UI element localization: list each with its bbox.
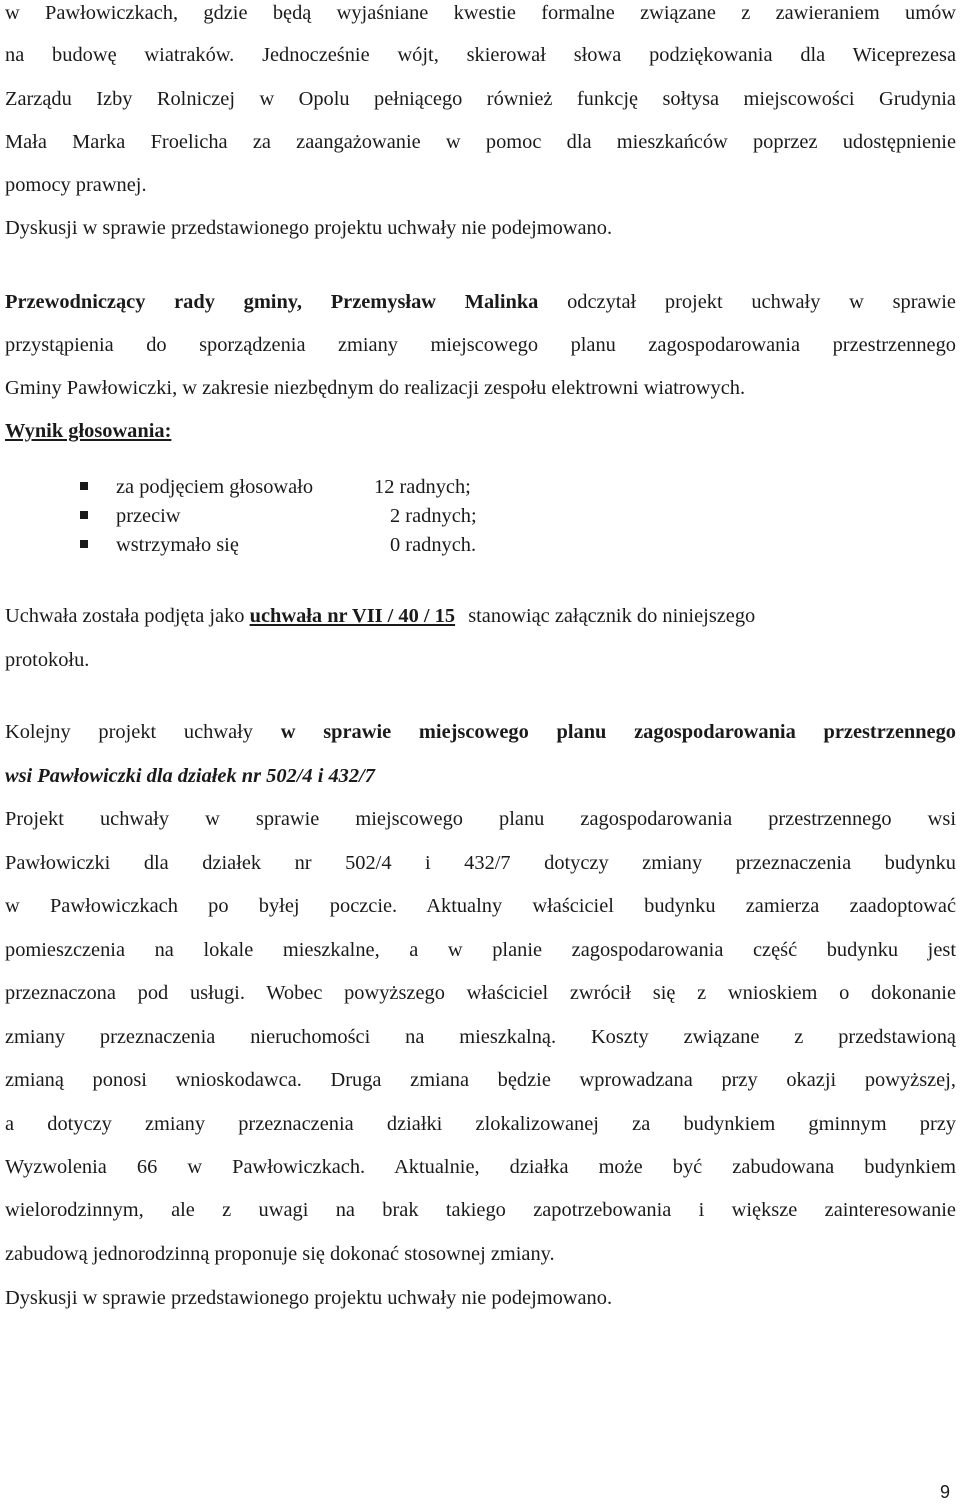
vote-value: 0 radnych. — [390, 534, 477, 556]
text-line: protokołu. — [5, 649, 90, 671]
resolution-number: uchwała nr VII / 40 / 15 — [249, 605, 456, 627]
text-fragment: Uchwała została podjęta jako — [5, 605, 245, 627]
text-line: przystąpienia do sporządzenia zmiany miejscowego planu zagospodarowania przestrzennego — [5, 334, 956, 356]
vote-label: za podjęciem głosowało — [116, 476, 314, 498]
text-line: Zarządu Izby Rolniczej w Opolu pełniącego również funkcję sołtysa miejscowości Grudynia — [5, 88, 956, 110]
text-fragment: Kolejny projekt uchwały — [5, 721, 254, 743]
text-line: Mała Marka Froelicha za zaangażowanie w pomoc dla mieszkańców poprzez udostępnienie — [5, 131, 956, 153]
text-line: na budowę wiatraków. Jednocześnie wójt, skierował słowa podziękowania dla Wiceprezesa — [5, 44, 956, 66]
vote-label: wstrzymało się — [116, 534, 239, 556]
square-bullet-icon — [80, 482, 88, 490]
text-line: Projekt uchwały w sprawie miejscowego planu zagospodarowania przestrzennego wsi — [5, 808, 956, 830]
text-line: Dyskusji w sprawie przedstawionego projektu uchwały nie podejmowano. — [5, 217, 613, 239]
text-line: Dyskusji w sprawie przedstawionego projektu uchwały nie podejmowano. — [5, 1287, 613, 1309]
speaker-name: Przemysław Malinka — [330, 291, 539, 313]
text-line: wielorodzinnym, ale z uwagi na brak takiego zapotrzebowania i większe zainteresowanie — [5, 1199, 956, 1221]
square-bullet-icon — [80, 511, 88, 519]
text-fragment: stanowiąc załącznik do niniejszego — [468, 605, 756, 627]
text-line: zmianą ponosi wnioskodawca. Druga zmiana będzie wprowadzana przy okazji powyższej, — [5, 1069, 956, 1091]
square-bullet-icon — [80, 540, 88, 548]
speaker-role: Przewodniczący rady gminy, — [5, 291, 302, 313]
text-line — [5, 603, 755, 629]
vote-label: przeciw — [116, 505, 181, 527]
text-line: pomocy prawnej. — [5, 174, 147, 196]
text-line: Pawłowiczki dla działek nr 502/4 i 432/7 dotyczy zmiany przeznaczenia budynku — [5, 852, 956, 874]
text-line: zmiany przeznaczenia nieruchomości na mieszkalną. Koszty związane z przedstawioną — [5, 1026, 956, 1048]
text-line: Wyzwolenia 66 w Pawłowiczkach. Aktualnie, działka może być zabudowana budynkiem — [5, 1156, 956, 1178]
text-fragment: odczytał projekt uchwały w sprawie — [567, 291, 956, 313]
text-line — [5, 719, 956, 745]
resolution-title: w sprawie miejscowego planu zagospodarowania przestrzennego — [280, 721, 956, 743]
text-line: w Pawłowiczkach po byłej poczcie. Aktualny właściciel budynku zamierza zaadoptować — [5, 895, 956, 917]
vote-value: 2 radnych; — [390, 505, 477, 527]
text-line: pomieszczenia na lokale mieszkalne, a w planie zagospodarowania część budynku jest — [5, 939, 956, 961]
text-line: zabudową jednorodzinną proponuje się dokonać stosownej zmiany. — [5, 1243, 555, 1265]
text-line: w Pawłowiczkach, gdzie będą wyjaśniane kwestie formalne związane z zawieraniem umów — [5, 2, 956, 24]
text-line: Gminy Pawłowiczki, w zakresie niezbędnym do realizacji zespołu elektrowni wiatrowych. — [5, 377, 746, 399]
resolution-title-italic: wsi Pawłowiczki dla działek nr 502/4 i 432/7 — [5, 765, 375, 787]
vote-value: 12 radnych; — [374, 476, 471, 498]
text-line — [5, 289, 956, 315]
text-line: a dotyczy zmiany przeznaczenia działki zlokalizowanej za budynkiem gminnym przy — [5, 1113, 956, 1135]
text-line: przeznaczona pod usługi. Wobec powyższego właściciel zwrócił się z wnioskiem o dokonanie — [5, 982, 956, 1004]
page-number: 9 — [940, 1482, 951, 1502]
vote-heading: Wynik głosowania: — [5, 420, 172, 442]
